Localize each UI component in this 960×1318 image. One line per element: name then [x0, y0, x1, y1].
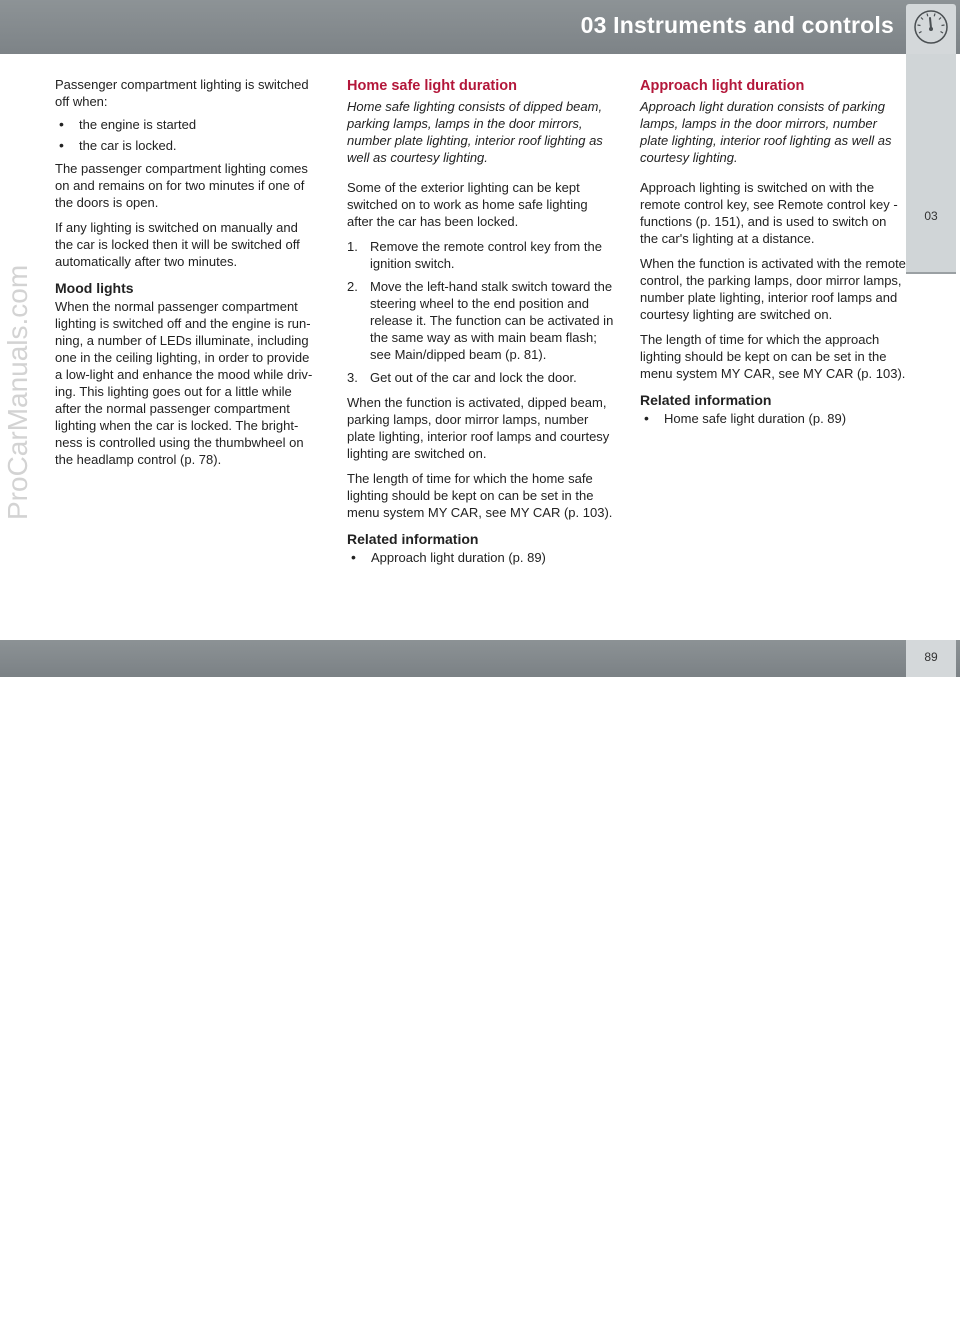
chapter-tab-label: 03	[924, 209, 938, 223]
page-header	[0, 0, 960, 54]
paragraph: Approach lighting is switched on with the remote control key, see Remote control key - functions (p. 151), and is used to switch on the car's lighting at a distance.	[640, 180, 898, 246]
column-1	[55, 76, 318, 476]
paragraph: The length of time for which the approach lighting should be kept on can be set in the menu system MY CAR, see MY CAR (p. 103).	[640, 332, 906, 381]
section-heading-mood-lights: Mood lights	[55, 280, 134, 296]
step-text: Get out of the car and lock the door.	[370, 370, 577, 385]
watermark-side: ProCarManuals.com	[2, 264, 33, 520]
paragraph: When the normal passenger compartment lighting is switched off and the engine is running, a number of LEDs illuminate, including one in the ceiling lighting, in order to provide a low-light and enhance the mood while driving. This lighting goes out for a little while after the normal passenger compartment lighting when the car is locked. The brightness is controlled using the thumbwheel on the headlamp control (p. 78).	[55, 299, 313, 467]
paragraph: When the function is activated, dipped beam, parking lamps, door mirror lamps, number plate lighting, interior roof lamps and courtesy lighting are switched on.	[347, 395, 610, 461]
column-2	[347, 76, 615, 572]
column-3	[640, 76, 908, 433]
step-number: 1.	[347, 239, 358, 254]
list-item	[347, 238, 615, 272]
step-number: 2.	[347, 279, 358, 294]
page-number: 89	[924, 650, 938, 664]
list-item: • the car is locked.	[55, 137, 318, 154]
related-information-heading: Related information	[640, 392, 772, 408]
intro-paragraph: Home safe lighting consists of dipped beam, parking lamps, lamps in the door mirrors, number plate lighting, interior roof lighting as well as courtesy lighting.	[347, 99, 603, 165]
paragraph: Some of the exterior lighting can be kept switched on to work as home safe lighting after the car has been locked.	[347, 180, 588, 229]
gauge-icon	[913, 9, 949, 45]
page-number-box	[906, 640, 956, 677]
paragraph: When the function is activated with the remote control, the parking lamps, door mirror lamps, number plate lighting, interior roof lamps and courtesy lighting are switched on.	[640, 256, 906, 322]
list-item: • the engine is started	[55, 116, 318, 133]
section-heading-approach: Approach light duration	[640, 78, 805, 94]
related-information-heading: Related information	[347, 531, 479, 547]
paragraph: The length of time for which the home safe lighting should be kept on can be set in the menu system MY CAR, see MY CAR (p. 103).	[347, 471, 613, 520]
page-footer	[0, 640, 960, 1317]
chapter-title: 03 Instruments and controls	[580, 12, 894, 38]
list-item	[347, 278, 615, 363]
chapter-icon-box	[906, 4, 956, 54]
step-list	[347, 238, 615, 386]
step-text: Remove the remote control key from the ignition switch.	[370, 239, 602, 271]
intro-paragraph: Approach light duration consists of parking lamps, lamps in the door mirrors, number plate lighting, interior roof lighting as well as courtesy lighting.	[640, 99, 892, 165]
chapter-side-tab	[906, 54, 956, 274]
related-list	[640, 410, 908, 427]
related-link[interactable]: • Home safe light duration (p. 89)	[640, 410, 908, 427]
bullet-list	[55, 116, 318, 154]
paragraph: If any lighting is switched on manually and the car is locked then it will be switched off automatically after two minutes.	[55, 220, 300, 269]
list-item	[347, 369, 615, 386]
section-heading-home-safe: Home safe light duration	[347, 78, 517, 94]
step-text: Move the left-hand stalk switch toward the steering wheel to the end position and release it. The function can be activated in the same way as with main beam flash; see Main/dipped beam (p. 81).	[370, 279, 614, 362]
watermark-bottom: carmanualsonline.info	[545, 1287, 811, 1317]
paragraph: The passenger compartment lighting comes on and remains on for two minutes if one of the doors is open.	[55, 161, 308, 210]
paragraph: Passenger compartment lighting is switched off when:	[55, 77, 309, 109]
related-list	[347, 549, 615, 566]
related-link[interactable]: • Approach light duration (p. 89)	[347, 549, 615, 566]
step-number: 3.	[347, 370, 358, 385]
